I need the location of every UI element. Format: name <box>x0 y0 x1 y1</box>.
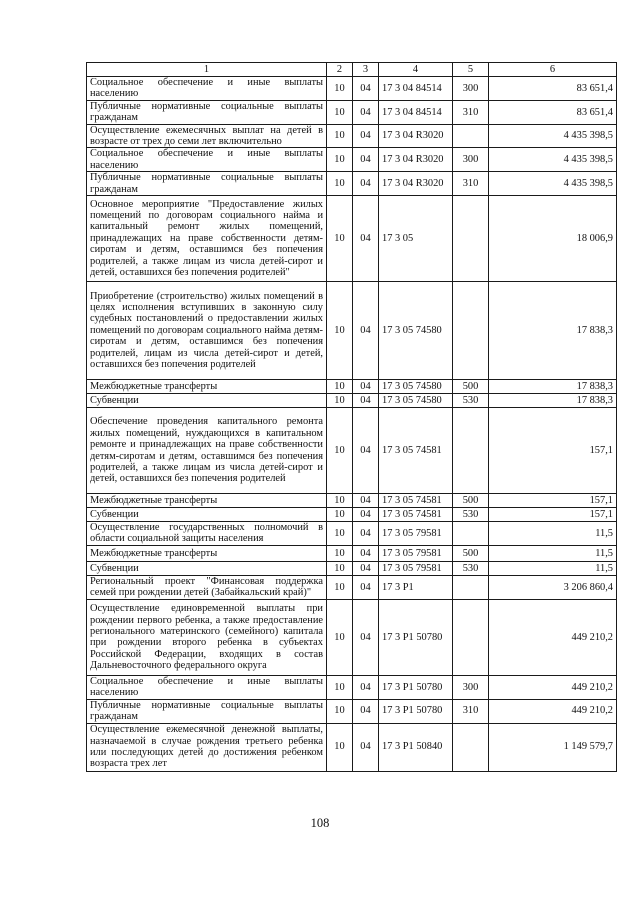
row-name: Субвенции <box>87 394 327 408</box>
row-section: 10 <box>327 196 353 282</box>
header-col-5: 5 <box>453 63 489 77</box>
row-section: 10 <box>327 408 353 494</box>
row-target-code: 17 3 05 74580 <box>379 282 453 380</box>
table-row <box>87 408 617 494</box>
row-name: Приобретение (строительство) жилых помещений в целях исполнения вступивших в законную силу судебных постановлений о предоставлении жилых помещений по договорам социального найма детям-сиротам и детям, оставшимся без попечения родителей, лицам из числа детей-сирот и детей, оставшихся без попечения родителей <box>87 282 327 380</box>
row-section: 10 <box>327 675 353 699</box>
table-row <box>87 561 617 575</box>
table-row <box>87 675 617 699</box>
row-amount: 17 838,3 <box>489 380 617 394</box>
row-amount: 83 651,4 <box>489 100 617 124</box>
row-target-code: 17 3 04 84514 <box>379 100 453 124</box>
row-subsection: 04 <box>353 561 379 575</box>
row-target-code: 17 3 05 74580 <box>379 394 453 408</box>
header-col-1: 1 <box>87 63 327 77</box>
row-name: Обеспечение проведения капитального ремонта жилых помещений, нуждающихся в капитальном ремонте и принадлежащих на праве собственности детям-сиротам и детям, оставшимся без попечения родителей, а также лицам из числа детей-сирот и детей, оставшихся без попечения родителей <box>87 408 327 494</box>
table-row <box>87 124 617 148</box>
row-name: Публичные нормативные социальные выплаты гражданам <box>87 172 327 196</box>
table-row <box>87 100 617 124</box>
row-name: Субвенции <box>87 561 327 575</box>
row-target-code: 17 3 05 79581 <box>379 561 453 575</box>
row-expense-type: 500 <box>453 545 489 561</box>
row-expense-type <box>453 124 489 148</box>
header-col-2: 2 <box>327 63 353 77</box>
row-target-code: 17 3 05 74581 <box>379 494 453 508</box>
row-name: Межбюджетные трансферты <box>87 380 327 394</box>
row-subsection: 04 <box>353 196 379 282</box>
row-expense-type: 530 <box>453 508 489 522</box>
budget-table-container <box>86 62 616 772</box>
row-section: 10 <box>327 522 353 546</box>
row-section: 10 <box>327 575 353 599</box>
row-section: 10 <box>327 494 353 508</box>
row-subsection: 04 <box>353 394 379 408</box>
row-subsection: 04 <box>353 408 379 494</box>
row-subsection: 04 <box>353 675 379 699</box>
row-subsection: 04 <box>353 723 379 771</box>
header-col-4: 4 <box>379 63 453 77</box>
row-section: 10 <box>327 100 353 124</box>
row-subsection: 04 <box>353 100 379 124</box>
row-name: Основное мероприятие "Предоставление жилых помещений по договорам социального найма и капитальный ремонт жилых помещений, принадлежащих на праве собственности детям-сиротам и детям, оставшимся без попечения родителей, а также лицам из числа детей-сирот и детей, оставшихся без попечения родителей" <box>87 196 327 282</box>
row-section: 10 <box>327 561 353 575</box>
row-target-code: 17 3 04 R3020 <box>379 124 453 148</box>
row-expense-type: 310 <box>453 172 489 196</box>
row-target-code: 17 3 05 74581 <box>379 508 453 522</box>
row-target-code: 17 3 P1 50780 <box>379 599 453 675</box>
row-subsection: 04 <box>353 699 379 723</box>
row-subsection: 04 <box>353 545 379 561</box>
row-name: Межбюджетные трансферты <box>87 494 327 508</box>
header-col-6: 6 <box>489 63 617 77</box>
header-row <box>87 63 617 77</box>
row-amount: 3 206 860,4 <box>489 575 617 599</box>
table-row <box>87 545 617 561</box>
table-row <box>87 148 617 172</box>
row-section: 10 <box>327 124 353 148</box>
table-row <box>87 723 617 771</box>
table-header <box>87 63 617 77</box>
row-section: 10 <box>327 394 353 408</box>
row-expense-type <box>453 282 489 380</box>
row-section: 10 <box>327 599 353 675</box>
table-row <box>87 394 617 408</box>
table-row <box>87 522 617 546</box>
row-section: 10 <box>327 545 353 561</box>
row-subsection: 04 <box>353 148 379 172</box>
row-expense-type: 300 <box>453 148 489 172</box>
row-subsection: 04 <box>353 575 379 599</box>
row-amount: 449 210,2 <box>489 675 617 699</box>
row-target-code: 17 3 04 R3020 <box>379 172 453 196</box>
row-name: Публичные нормативные социальные выплаты гражданам <box>87 100 327 124</box>
row-expense-type: 310 <box>453 100 489 124</box>
table-row <box>87 494 617 508</box>
row-expense-type: 530 <box>453 394 489 408</box>
table-row <box>87 380 617 394</box>
row-name: Осуществление единовременной выплаты при рождении первого ребенка, а также предоставление регионального материнского (семейного) капитала при рождении второго ребенка в субъектах Российской Федерации, входящих в состав Дальневосточного федерального округа <box>87 599 327 675</box>
row-expense-type: 500 <box>453 380 489 394</box>
row-name: Социальное обеспечение и иные выплаты населению <box>87 675 327 699</box>
row-subsection: 04 <box>353 282 379 380</box>
row-amount: 449 210,2 <box>489 699 617 723</box>
table-row <box>87 699 617 723</box>
row-amount: 157,1 <box>489 508 617 522</box>
row-amount: 449 210,2 <box>489 599 617 675</box>
table-row <box>87 599 617 675</box>
row-expense-type: 500 <box>453 494 489 508</box>
row-subsection: 04 <box>353 172 379 196</box>
row-target-code: 17 3 05 74581 <box>379 408 453 494</box>
table-row <box>87 575 617 599</box>
row-subsection: 04 <box>353 599 379 675</box>
row-amount: 11,5 <box>489 561 617 575</box>
row-target-code: 17 3 05 79581 <box>379 522 453 546</box>
row-expense-type <box>453 575 489 599</box>
page-number: 108 <box>310 816 330 830</box>
row-target-code: 17 3 P1 50840 <box>379 723 453 771</box>
row-section: 10 <box>327 723 353 771</box>
row-amount: 11,5 <box>489 522 617 546</box>
table-row <box>87 77 617 101</box>
row-subsection: 04 <box>353 124 379 148</box>
budget-table <box>86 62 617 772</box>
row-section: 10 <box>327 148 353 172</box>
row-amount: 17 838,3 <box>489 282 617 380</box>
table-row <box>87 508 617 522</box>
row-subsection: 04 <box>353 494 379 508</box>
table-row <box>87 282 617 380</box>
row-subsection: 04 <box>353 77 379 101</box>
row-target-code: 17 3 04 R3020 <box>379 148 453 172</box>
row-section: 10 <box>327 508 353 522</box>
row-amount: 17 838,3 <box>489 394 617 408</box>
row-section: 10 <box>327 282 353 380</box>
row-section: 10 <box>327 699 353 723</box>
row-expense-type <box>453 522 489 546</box>
row-target-code: 17 3 P1 50780 <box>379 675 453 699</box>
row-target-code: 17 3 04 84514 <box>379 77 453 101</box>
row-expense-type <box>453 408 489 494</box>
row-target-code: 17 3 P1 <box>379 575 453 599</box>
row-expense-type: 530 <box>453 561 489 575</box>
row-name: Публичные нормативные социальные выплаты гражданам <box>87 699 327 723</box>
header-col-3: 3 <box>353 63 379 77</box>
row-name: Осуществление ежемесячной денежной выплаты, назначаемой в случае рождения третьего ребенка или последующих детей до достижения ребенком возраста трех лет <box>87 723 327 771</box>
row-target-code: 17 3 P1 50780 <box>379 699 453 723</box>
row-name: Осуществление государственных полномочий в области социальной защиты населения <box>87 522 327 546</box>
row-amount: 11,5 <box>489 545 617 561</box>
table-body <box>87 77 617 772</box>
row-section: 10 <box>327 380 353 394</box>
row-name: Социальное обеспечение и иные выплаты населению <box>87 148 327 172</box>
row-name: Региональный проект "Финансовая поддержка семей при рождении детей (Забайкальский край)" <box>87 575 327 599</box>
table-row <box>87 172 617 196</box>
row-subsection: 04 <box>353 380 379 394</box>
row-expense-type <box>453 599 489 675</box>
row-expense-type <box>453 196 489 282</box>
row-target-code: 17 3 05 <box>379 196 453 282</box>
row-amount: 18 006,9 <box>489 196 617 282</box>
row-subsection: 04 <box>353 522 379 546</box>
row-name: Социальное обеспечение и иные выплаты населению <box>87 77 327 101</box>
row-target-code: 17 3 05 79581 <box>379 545 453 561</box>
row-name: Межбюджетные трансферты <box>87 545 327 561</box>
row-amount: 4 435 398,5 <box>489 124 617 148</box>
row-target-code: 17 3 05 74580 <box>379 380 453 394</box>
table-row <box>87 196 617 282</box>
row-amount: 4 435 398,5 <box>489 172 617 196</box>
row-section: 10 <box>327 77 353 101</box>
row-amount: 157,1 <box>489 408 617 494</box>
row-name: Осуществление ежемесячных выплат на детей в возрасте от трех до семи лет включительно <box>87 124 327 148</box>
row-amount: 157,1 <box>489 494 617 508</box>
row-name: Субвенции <box>87 508 327 522</box>
row-section: 10 <box>327 172 353 196</box>
row-amount: 83 651,4 <box>489 77 617 101</box>
row-expense-type: 300 <box>453 77 489 101</box>
row-amount: 1 149 579,7 <box>489 723 617 771</box>
row-expense-type: 300 <box>453 675 489 699</box>
row-expense-type: 310 <box>453 699 489 723</box>
row-subsection: 04 <box>353 508 379 522</box>
row-amount: 4 435 398,5 <box>489 148 617 172</box>
row-expense-type <box>453 723 489 771</box>
